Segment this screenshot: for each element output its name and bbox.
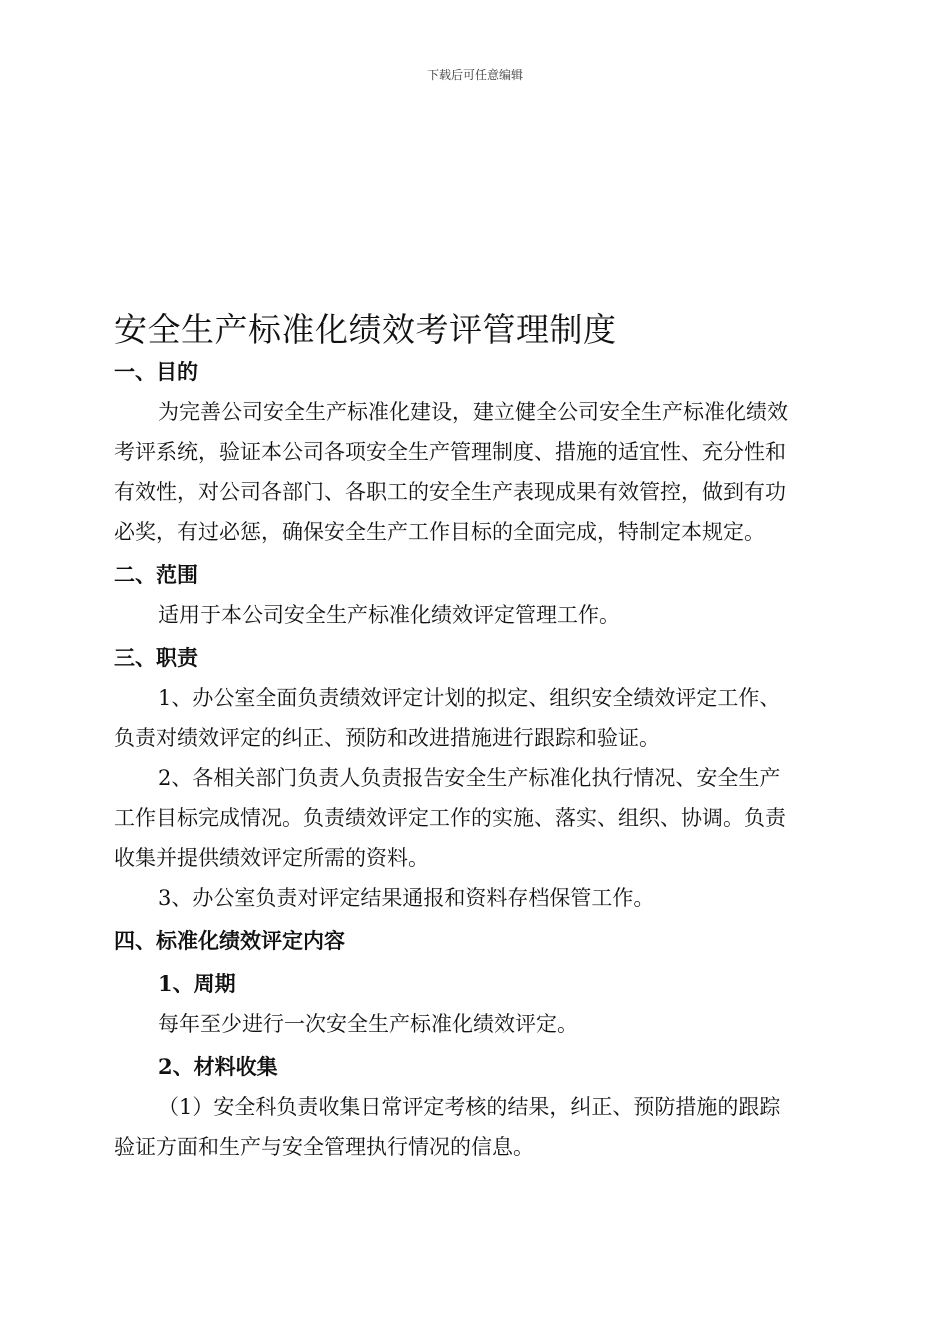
section-heading-purpose: 一、目的 [114,359,198,384]
paragraph-line: 2、各相关部门负责人负责报告安全生产标准化执行情况、安全生产 [158,766,781,790]
paragraph-line: 负责对绩效评定的纠正、预防和改进措施进行跟踪和验证。 [114,726,660,750]
paragraph-line: 3、办公室负责对评定结果通报和资料存档保管工作。 [158,886,655,910]
paragraph-line: 为完善公司安全生产标准化建设，建立健全公司安全生产标准化绩效 [158,400,788,424]
section-heading-scope: 二、范围 [114,562,198,587]
paragraph-line: 考评系统，验证本公司各项安全生产管理制度、措施的适宜性、充分性和 [114,440,786,464]
page-header: 下载后可任意编辑 [426,68,523,82]
document-title: 安全生产标准化绩效考评管理制度 [114,310,617,349]
section-heading-content: 四、标准化绩效评定内容 [114,928,345,953]
paragraph-line: 有效性，对公司各部门、各职工的安全生产表现成果有效管控，做到有功 [114,480,786,504]
document-body [114,352,834,1167]
paragraph-line: 适用于本公司安全生产标准化绩效评定管理工作。 [158,603,620,627]
subsection-heading-materials: 2、材料收集 [158,1054,278,1079]
paragraph-line: 验证方面和生产与安全管理执行情况的信息。 [114,1135,534,1159]
paragraph-line: （1）安全科负责收集日常评定考核的结果，纠正、预防措施的跟踪 [158,1095,781,1119]
section-heading-duties: 三、职责 [114,645,198,670]
paragraph-line: 工作目标完成情况。负责绩效评定工作的实施、落实、组织、协调。负责 [114,806,786,830]
subsection-heading-period: 1、周期 [158,971,236,996]
paragraph-line: 收集并提供绩效评定所需的资料。 [114,846,429,870]
paragraph-line: 必奖，有过必惩，确保安全生产工作目标的全面完成，特制定本规定。 [114,520,765,544]
paragraph-line: 每年至少进行一次安全生产标准化绩效评定。 [158,1012,578,1036]
paragraph-line: 1、办公室全面负责绩效评定计划的拟定、组织安全绩效评定工作、 [158,686,781,710]
